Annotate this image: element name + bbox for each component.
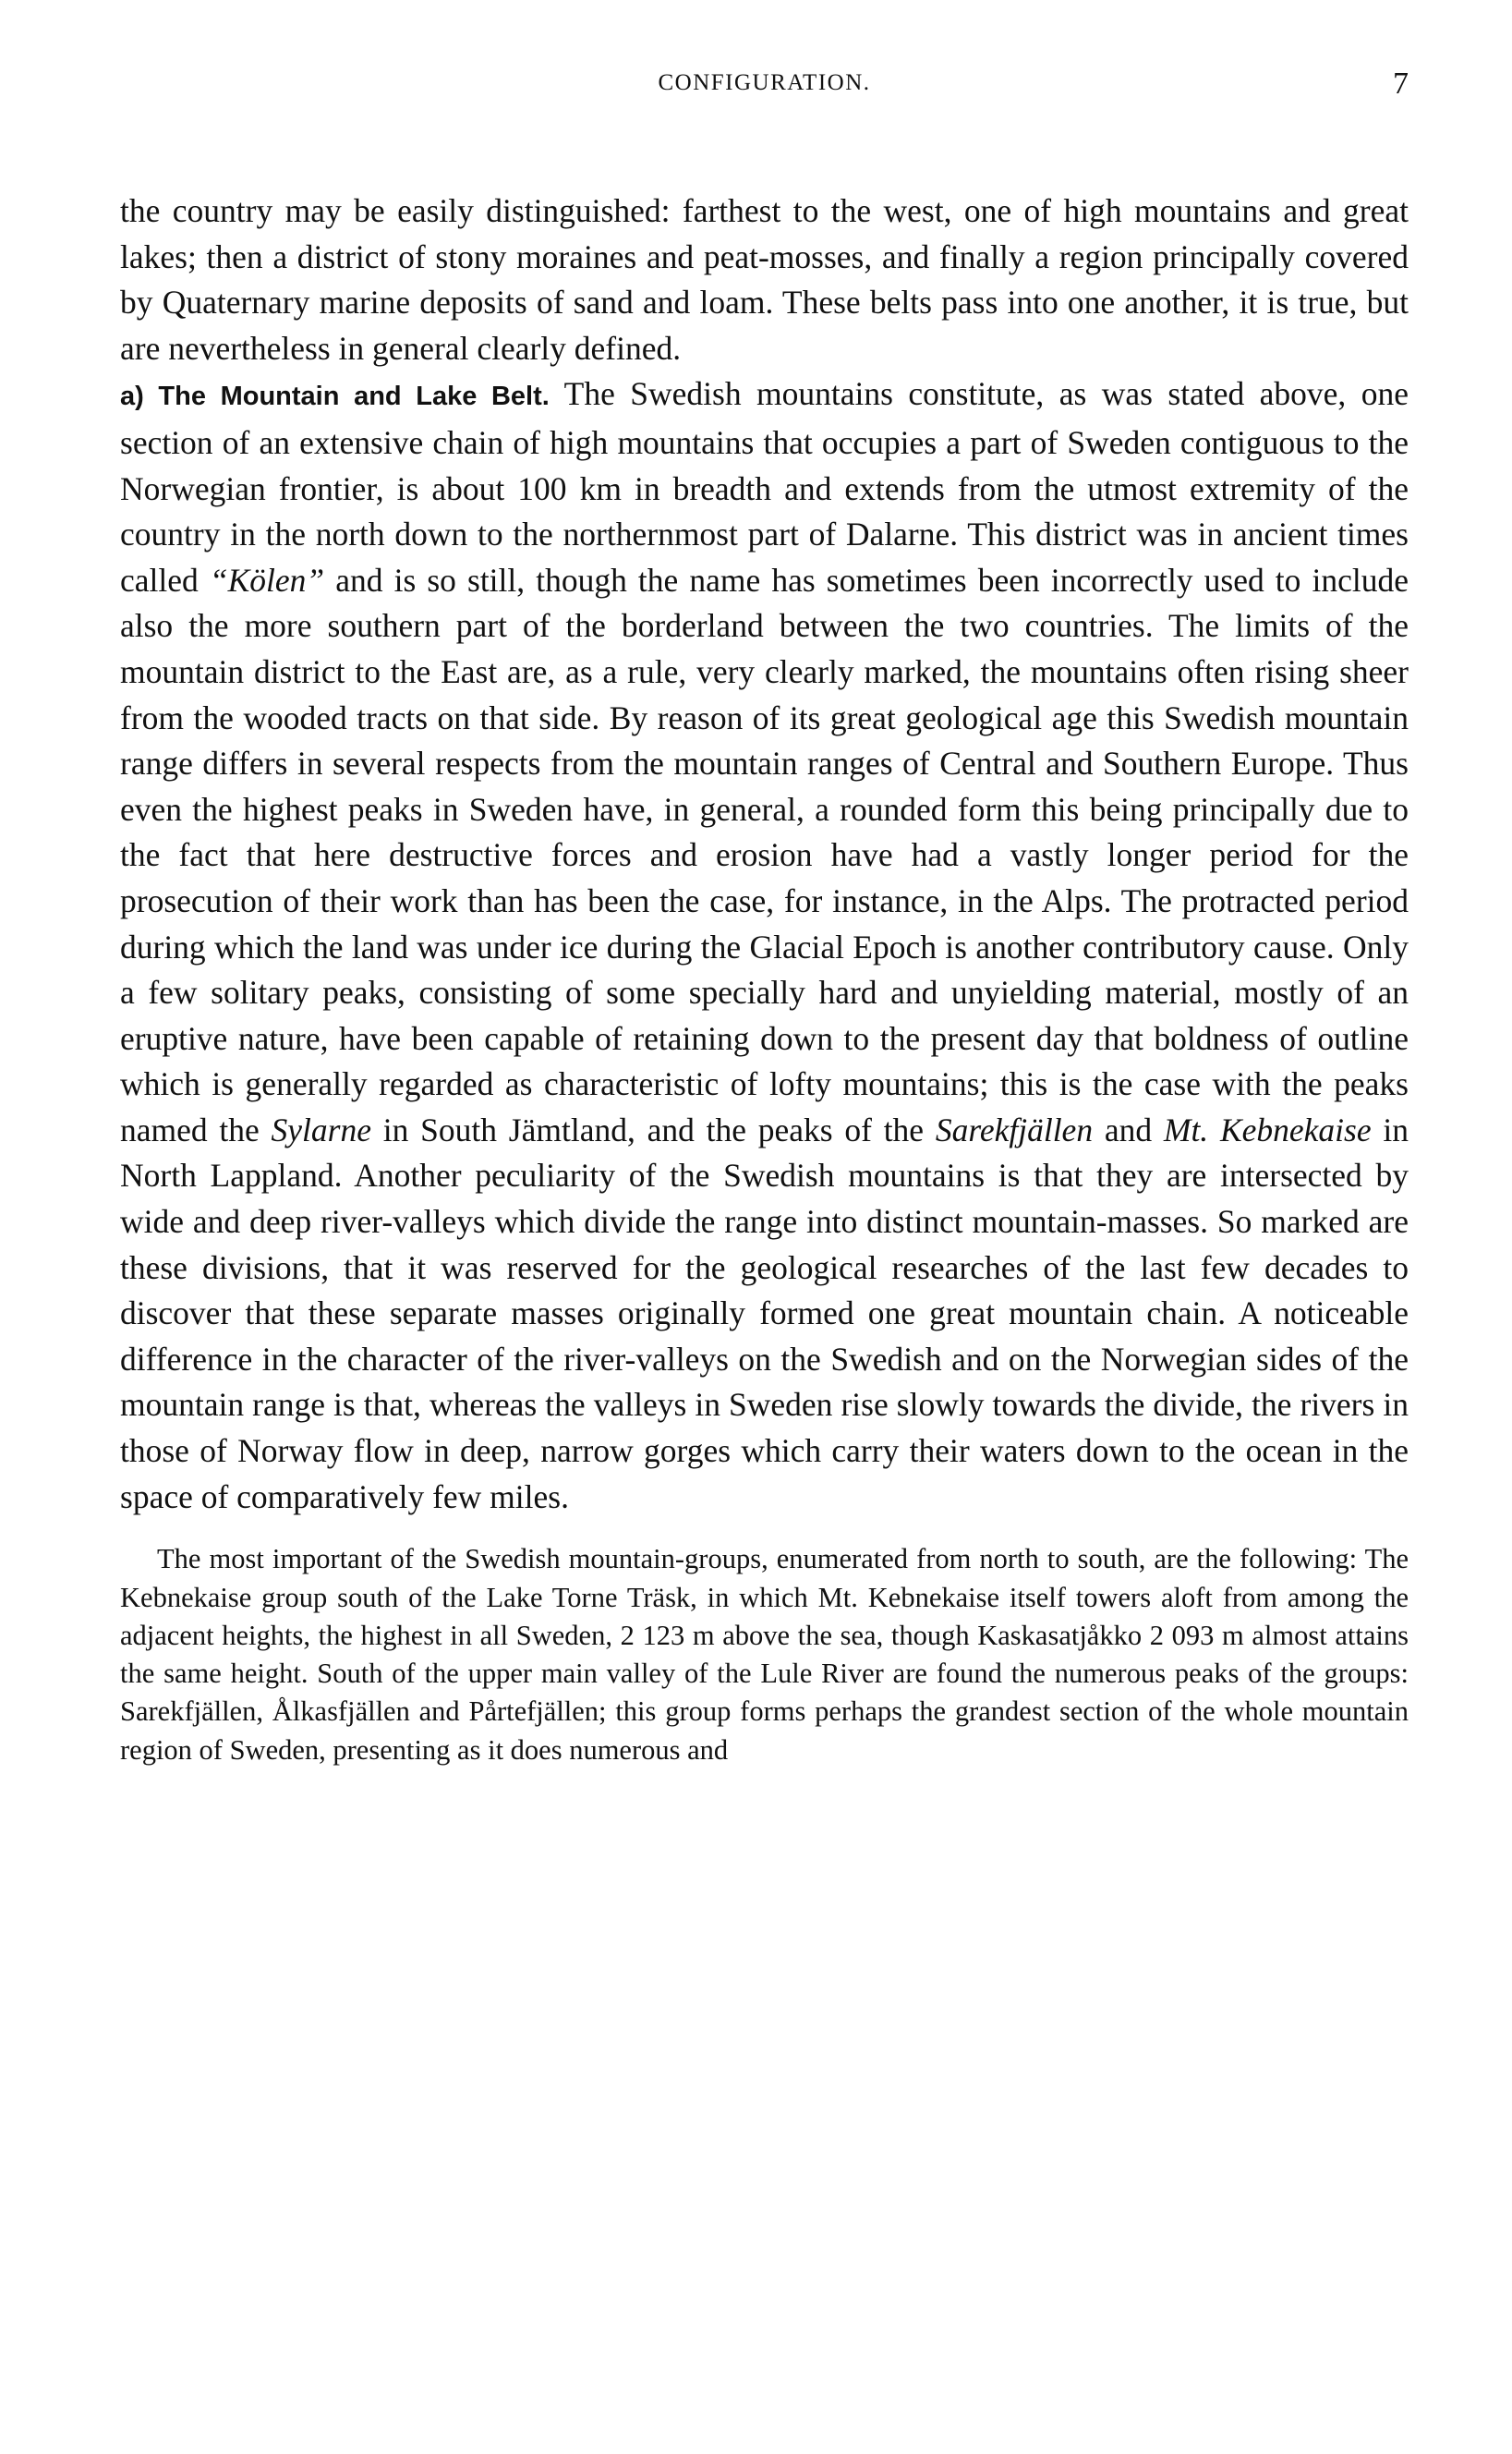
text-segment: in North Lappland. Another peculiarity of the Swedish mountains is that they are intersected by wide and deep river-valleys which divide the range into distinct mountain-masses. So marked are these divisions, that it was reserved for the geological researches of the last few decades to discover that these separate masses originally formed one great mountain chain. A noticeable difference in the character of the river-valleys on the Swedish and on the Norwegian sides of the mountain range is that, whereas the valleys in Sweden rise slowly towards the divide, the rivers in those of Norway flow in deep, narrow gorges which carry their waters down to the ocean in the space of comparatively few miles.	[120, 1111, 1409, 1515]
text-segment: The Swedish mountains constitute, as was stated above, one section of an extensive chain of high mountains that occupies a part of Sweden contiguous to the Norwegian frontier, is about 100 km in breadth and extends from the utmost extremity of the country in the north down to the northernmost part of Dalarne. This district was in ancient times called	[120, 375, 1409, 599]
section-heading: a) The Mountain and Lake Belt.	[120, 382, 550, 412]
term-kebnekaise: Mt. Kebnekaise	[1163, 1111, 1372, 1148]
intro-paragraph: the country may be easily distinguished: farthest to the west, one of high mountains and great lakes; then a district of stony moraines and peat-mosses, and finally a region principally covered by Quaternary marine deposits of sand and loam. These belts pass into one another, it is true, but are nevertheless in general clearly defined.	[120, 192, 1409, 367]
mountain-groups-paragraph: The most important of the Swedish mountain-groups, enumerated from north to south, are the following: The Kebnekaise group south of the Lake Torne Träsk, in which Mt. Kebnekaise itself towers aloft from among the adjacent heights, the highest in all Sweden, 2 123 m above the sea, though Kaskasatjåkko 2 093 m almost attains the same height. South of the upper main valley of the Lule River are found the numerous peaks of the groups: Sarekfjällen, Ålkasfjällen and Pårtefjällen; this group forms perhaps the grandest section of the whole mountain region of Sweden, presenting as it does numerous and	[120, 1543, 1409, 1766]
text-segment: and is so still, though the name has sometimes been incorrectly used to include also the more southern part of the borderland between the two countries. The limits of the mountain district to the East are, as a rule, very clearly marked, the mountains often rising sheer from the wooded tracts on that side. By reason of its great geological age this Swedish mountain range differs in several respects from the mountain ranges of Central and Southern Europe. Thus even the highest peaks in Sweden have, in general, a rounded form this being principally due to the fact that here destructive forces and erosion have had a vastly longer period for the prosecution of their work than has been the case, for instance, in the Alps. The protracted period during which the land was under ice during the Glacial Epoch is another contributory cause. Only a few solitary peaks, consisting of some specially hard and unyielding material, mostly of an eruptive nature, have been capable of retaining down to the present day that boldness of outline which is generally regarded as characteristic of lofty mountains; this is the case with the peaks named the	[120, 561, 1409, 1148]
mountain-belt-paragraph	[120, 371, 1409, 1520]
page	[120, 55, 1409, 1769]
page-header	[120, 55, 1409, 103]
small-print-section	[120, 1540, 1409, 1769]
term-sarekfjallen: Sarekfjällen	[935, 1111, 1094, 1148]
term-kolen: “Kölen”	[209, 561, 325, 599]
main-text	[120, 188, 1409, 1520]
term-sylarne: Sylarne	[271, 1111, 371, 1148]
running-head: CONFIGURATION.	[658, 70, 871, 95]
text-segment: in South Jämtland, and the peaks of the	[371, 1111, 936, 1148]
page-number: 7	[1393, 67, 1409, 101]
text-segment: and	[1093, 1111, 1164, 1148]
